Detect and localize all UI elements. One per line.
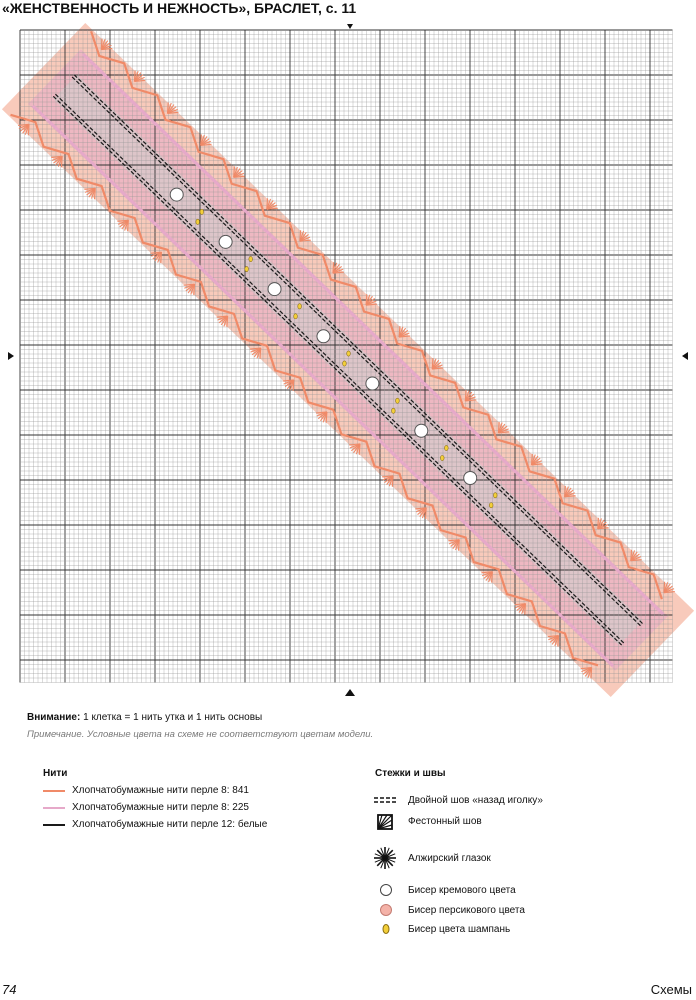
champagne-bead (440, 455, 444, 460)
page-title: «ЖЕНСТВЕННОСТЬ И НЕЖНОСТЬ», БРАСЛЕТ, с. 11 (2, 0, 357, 16)
peach-bead-label: Бисер персикового цвета (408, 905, 525, 916)
algerian-eye-label: Алжирский глазок (408, 853, 491, 864)
thread-label: Хлопчатобумажные нити перле 8: 225 (72, 802, 249, 813)
attention-note (27, 712, 262, 723)
double-backstitch-icon (373, 795, 399, 805)
thread-item-841 (43, 785, 249, 796)
champagne-bead (445, 445, 449, 450)
champagne-bead-label: Бисер цвета шампань (408, 924, 511, 935)
cream-bead-label: Бисер кремового цвета (408, 885, 516, 896)
buttonhole-stitch-label: Фестонный шов (408, 816, 482, 827)
white-core-band (53, 75, 642, 646)
band-group (2, 23, 694, 697)
cream-bead (268, 283, 281, 296)
thread-label: Хлопчатобумажные нити перле 12: белые (72, 819, 268, 830)
champagne-bead-icon (381, 922, 391, 936)
attention-text: 1 клетка = 1 нить утка и 1 нить основы (80, 712, 263, 723)
cream-bead (366, 377, 379, 390)
champagne-bead (298, 304, 302, 309)
double-backstitch-label: Двойной шов «назад иголку» (408, 795, 543, 806)
thread-item-225 (43, 802, 249, 813)
champagne-bead (245, 266, 249, 271)
champagne-bead (200, 209, 204, 214)
center-marker-right (682, 352, 688, 360)
page-number: 74 (2, 982, 17, 997)
chart-svg (0, 14, 696, 700)
threads-heading: Нити (43, 768, 68, 779)
cream-bead (415, 424, 428, 437)
buttonhole-stitch-icon (376, 813, 396, 831)
peach-bead-icon (379, 903, 393, 917)
thread-item-white (43, 819, 267, 830)
stitches-heading: Стежки и швы (375, 768, 446, 779)
cream-bead (219, 235, 232, 248)
algerian-eye-icon (372, 845, 398, 871)
champagne-bead (392, 408, 396, 413)
remark-note: Примечание. Условные цвета на схеме не соответствуют цветам модели. (27, 729, 374, 740)
champagne-bead (196, 219, 200, 224)
champagne-bead (294, 314, 298, 319)
section-name: Схемы (650, 982, 692, 997)
center-marker-top (347, 24, 353, 29)
champagne-bead (489, 503, 493, 508)
pink-line-icon (43, 807, 65, 809)
pink-edge (33, 106, 613, 666)
black-line-icon (43, 824, 65, 826)
champagne-bead (343, 361, 347, 366)
thread-label: Хлопчатобумажные нити перле 8: 841 (72, 785, 249, 796)
center-marker-bottom (345, 689, 355, 696)
champagne-bead (396, 398, 400, 403)
embroidery-chart (0, 14, 696, 700)
cream-bead (170, 188, 183, 201)
champagne-bead (347, 351, 351, 356)
cream-bead-icon (379, 883, 393, 897)
cream-bead (317, 330, 330, 343)
attention-label: Внимание: (27, 712, 81, 723)
cream-bead (464, 472, 477, 485)
champagne-bead (493, 493, 497, 498)
champagne-bead (249, 256, 253, 261)
orange-line-icon (43, 790, 65, 792)
center-marker-left (8, 352, 14, 360)
